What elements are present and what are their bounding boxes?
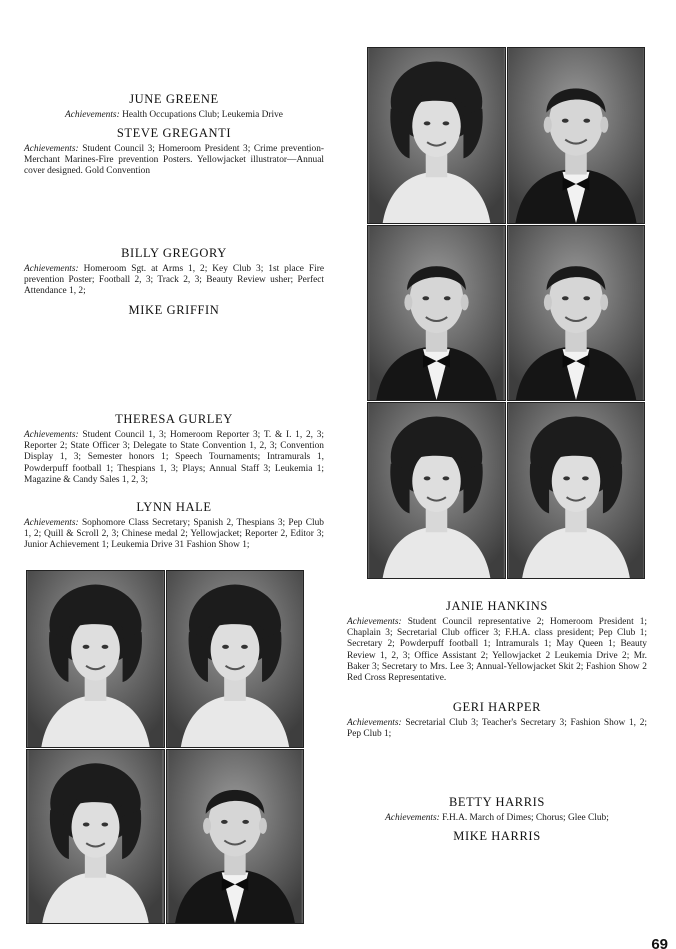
achievements-list: Sophomore Class Secretary; Spanish 2, Thespians 3; Pep Club 1, 2; Quill & Scroll 2, 3; Chinese medal 2; Yellowjacket; Reporter 2, Editor 3; Junior Achievement 1; Leukemia Drive 31 Fashion Show 1;	[24, 518, 324, 551]
student-name: GERI HARPER	[452, 700, 542, 714]
achievements-list: Student Council representative 2; Homeroom President 1; Chaplain 3; Secretarial Club officer 3; F.H.A. class president; Pep Club 1; Secretary 2; Powderpuff football 1; Intramurals 1; May Queen 1; Beauty Review 1, 2, 3; Office Assistant 2; Yellowjacket 2 Leukemia Drive 2; Mr. Baker 3; Secretary to Mrs. Lee 3; Annual-Yellowjacket Skit 2; Fashion Show 2 Red Cross Representative.	[347, 617, 648, 684]
achievements-text	[24, 518, 324, 552]
achievements-label: Achievements:	[65, 110, 120, 120]
achievements-label: Achievements:	[24, 518, 79, 528]
entry-steve-greganti	[24, 126, 324, 178]
achievements-text	[347, 813, 647, 824]
student-name: BETTY HARRIS	[449, 795, 545, 809]
achievements-text	[24, 110, 324, 121]
entry-billy-gregory	[24, 246, 324, 298]
page-number: 69	[651, 939, 668, 949]
achievements-label: Achievements:	[347, 617, 402, 627]
portrait-photo-betty-harris	[26, 749, 165, 924]
portrait-image	[27, 750, 164, 923]
achievements-list: F.H.A. March of Dimes; Chorus; Glee Club;	[442, 813, 609, 823]
achievements-text	[347, 718, 647, 740]
student-name: MIKE HARRIS	[453, 829, 541, 843]
achievements-label: Achievements:	[347, 718, 402, 728]
portrait-image	[508, 403, 644, 578]
portrait-image	[167, 750, 303, 923]
entry-janie-hankins	[347, 599, 647, 684]
achievements-label: Achievements:	[24, 264, 79, 274]
portrait-photo-june-greene	[367, 47, 506, 224]
entry-mike-griffin	[24, 303, 324, 321]
entry-june-greene	[24, 92, 324, 121]
student-name: STEVE GREGANTI	[116, 126, 232, 140]
entry-mike-harris	[347, 829, 647, 847]
portrait-image	[27, 571, 164, 747]
portrait-image	[368, 403, 505, 578]
student-name: JANIE HANKINS	[446, 599, 548, 613]
student-name: MIKE GRIFFIN	[128, 303, 220, 317]
portrait-photo-mike-griffin	[507, 225, 645, 401]
achievements-list: Student Council 1, 3; Homeroom Reporter 3; T. & I. 1, 2, 3; Reporter 2; State Officer 3; Delegate to State Convention 1, 2, 3; Convention Display 1, 3; Semester honors 1; Speech Tournaments; Intramurals 1, Powderpuff football 1; Thespians 1, 3; Plays; Annual Staff 3; Leukemia 1; Magazine & Candy Sales 1, 2, 3;	[24, 430, 325, 485]
achievements-list: Secretarial Club 3; Teacher's Secretary 3; Fashion Show 1, 2; Pep Club 1;	[347, 718, 648, 740]
portrait-photo-geri-harper	[166, 570, 304, 748]
portrait-image	[368, 48, 505, 223]
portrait-photo-theresa-gurley	[367, 402, 506, 579]
entry-geri-harper	[347, 700, 647, 740]
achievements-list: Student Council 3; Homeroom President 3; Crime prevention-Merchant Marines-Fire prevention Posters. Yellowjacket illustrator—Annual cover designed. Gold Convention	[24, 144, 325, 177]
achievements-text	[24, 430, 324, 486]
portrait-image	[508, 48, 644, 223]
portrait-photo-billy-gregory	[367, 225, 506, 401]
achievements-list: Homeroom Sgt. at Arms 1, 2; Key Club 3; 1st place Fire prevention Poster; Football 2, 3; Track 2, 3; Beauty Review usher; Perfect Attendance 1, 2;	[24, 264, 324, 297]
portrait-photo-steve-greganti	[507, 47, 645, 224]
student-name: BILLY GREGORY	[121, 246, 227, 260]
portrait-photo-janie-hankins	[26, 570, 165, 748]
achievements-text	[24, 144, 324, 178]
student-name: THERESA GURLEY	[115, 412, 233, 426]
student-name: LYNN HALE	[136, 500, 212, 514]
portrait-photo-mike-harris	[166, 749, 304, 924]
achievements-label: Achievements:	[24, 144, 79, 154]
achievements-list: Health Occupations Club; Leukemia Drive	[122, 110, 283, 120]
achievements-label: Achievements:	[24, 430, 79, 440]
portrait-photo-lynn-hale	[507, 402, 645, 579]
portrait-image	[167, 571, 303, 747]
entry-betty-harris	[347, 795, 647, 824]
entry-theresa-gurley	[24, 412, 324, 486]
portrait-image	[508, 226, 644, 400]
portrait-image	[368, 226, 505, 400]
achievements-text	[24, 264, 324, 298]
achievements-text	[347, 617, 647, 684]
student-name: JUNE GREENE	[129, 92, 219, 106]
entry-lynn-hale	[24, 500, 324, 552]
achievements-label: Achievements:	[385, 813, 440, 823]
